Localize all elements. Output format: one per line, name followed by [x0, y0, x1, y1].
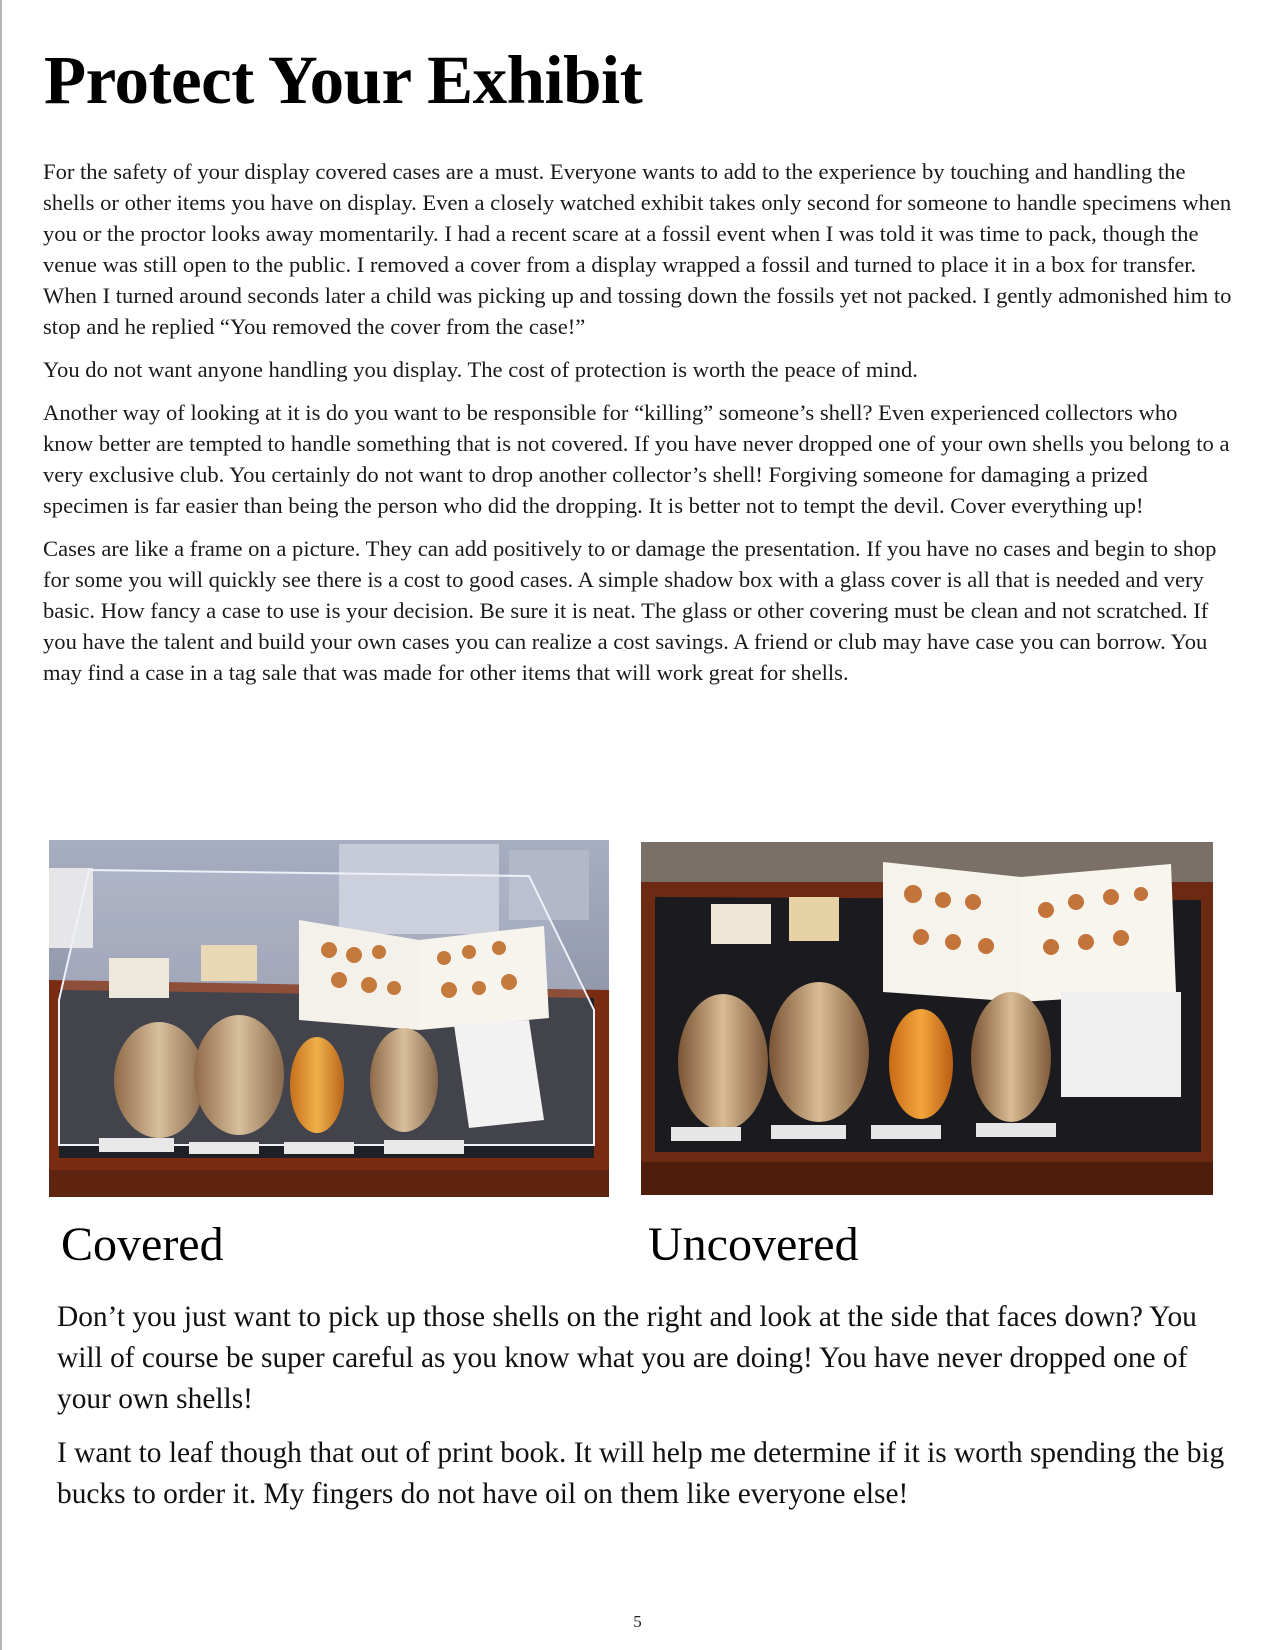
paragraph-leaf-book: I want to leaf though that out of print book. It will help me determine if it is worth spending the big bucks to order it. My fingers do not have oil on them like everyone else! [57, 1437, 1225, 1510]
paragraph-pick-up-shells: Don’t you just want to pick up those shells on the right and look at the side that faces down? You will of course be super careful as you know what you are doing! You have never dropped one of your own shells! [57, 1301, 1197, 1415]
body-text [43, 156, 1233, 700]
paragraph-cases: Cases are like a frame on a picture. They can add positively to or damage the presentation. If you have no cases and begin to shop for some you will quickly see there is a cost to good cases. A simple shadow box with a glass cover is all that is needed and very basic. How fancy a case to use is your decision. Be sure it is neat. The glass or other covering must be clean and not scratched. If you have the talent and build your own cases you can realize a cost savings. A friend or club may have case you can borrow. You may find a case in a tag sale that was made for other items that will work great for shells. [43, 536, 1217, 685]
paragraph-safety: For the safety of your display covered cases are a must. Everyone wants to add to the experience by touching and handling the shells or other items you have on display. Even a closely watched exhibit takes only second for someone to handle specimens when you or the proctor looks away momentarily. I had a recent scare at a fossil event when I was told it was time to pack, though the venue was still open to the public. I removed a cover from a display wrapped a fossil and turned to place it in a box for transfer. When I turned around seconds later a child was picking up and tossing down the fossils yet not packed. I gently admonished him to stop and he replied “You removed the cover from the case!” [43, 159, 1232, 339]
covered-case-photo [49, 840, 609, 1197]
caption-covered: Covered [61, 1218, 224, 1271]
page-title: Protect Your Exhibit [44, 42, 643, 118]
caption-uncovered: Uncovered [648, 1218, 859, 1271]
paragraph-handling: You do not want anyone handling you display. The cost of protection is worth the peace of mind. [43, 357, 918, 382]
lower-text [57, 1297, 1237, 1528]
paragraph-responsibility: Another way of looking at it is do you want to be responsible for “killing” someone’s shell? Even experienced collectors who know better are tempted to handle something that is not covered. If you have never dropped one of your own shells you belong to a very exclusive club. You certainly do not want to drop another collector’s shell! Forgiving someone for damaging a prized specimen is far easier than being the person who did the dropping. It is better not to tempt the devil. Cover everything up! [43, 400, 1230, 518]
page-number: 5 [633, 1612, 642, 1631]
uncovered-case-photo [641, 842, 1213, 1195]
page-left-border [0, 0, 2, 1650]
